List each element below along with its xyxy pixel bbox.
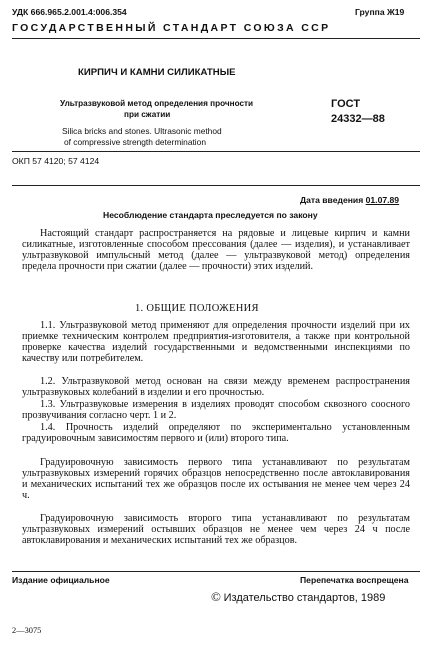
page-code: 2—3075 bbox=[12, 626, 42, 635]
intro-paragraph: Настоящий стандарт распространяется на рядовые и лицевые кирпич и камни силикатные, изготовленные способом прессования (далее — изделия), и устанавливает ультразвуковой импульсный метод (далее — ультразвуковой метод) определения предела прочности при сжатии (далее — прочности) этих изделий. bbox=[22, 228, 410, 272]
reprint-notice: Перепечатка воспрещена bbox=[300, 575, 409, 585]
paragraph-1-1: 1.1. Ультразвуковой метод применяют для определения прочности изделий при их приемке техническим контролем предприятия-изготовителя, а также при контрольной проверке качества изделий государственными и ведомственными инспекциями по качеству или потребителем. bbox=[22, 320, 410, 364]
okp-rule bbox=[12, 185, 420, 186]
udk-code: УДК 666.965.2.001.4:006.354 bbox=[12, 7, 127, 17]
state-standard-heading: ГОСУДАРСТВЕННЫЙ СТАНДАРТ СОЮЗА ССР bbox=[12, 22, 331, 34]
law-note: Несоблюдение стандарта преследуется по закону bbox=[103, 210, 318, 220]
paragraph-type-1: Градуировочную зависимость первого типа устанавливают по результатам ультразвуковых измерений горячих образцов непосредственно после автоклавирования и механических испытаний тех же образцов после их остывания не менее чем через 24 ч. bbox=[22, 457, 410, 501]
effective-date-value: 01.07.89 bbox=[365, 195, 400, 205]
paragraph-1-4: 1.4. Прочность изделий определяют по экспериментально установленным градуировочным зависимостям первого и (или) второго типа. bbox=[22, 422, 410, 444]
effective-date bbox=[300, 195, 399, 205]
english-title-line-1: Silica bricks and stones. Ultrasonic method bbox=[62, 126, 222, 136]
title-rule bbox=[12, 151, 420, 152]
header-rule bbox=[12, 38, 420, 39]
copyright-line bbox=[211, 589, 385, 605]
effective-date-label: Дата введения bbox=[300, 195, 364, 205]
footer-rule bbox=[12, 571, 420, 572]
copyright-icon: © bbox=[211, 589, 221, 604]
okp-codes: ОКП 57 4120; 57 4124 bbox=[12, 156, 100, 166]
document-title: КИРПИЧ И КАМНИ СИЛИКАТНЫЕ bbox=[78, 67, 236, 78]
copyright-text: Издательство стандартов, 1989 bbox=[223, 592, 386, 604]
gost-number: 24332—88 bbox=[331, 113, 385, 125]
subtitle-line-1: Ультразвуковой метод определения прочности bbox=[60, 99, 254, 108]
english-title-line-2: of compressive strength determination bbox=[64, 137, 206, 147]
edition-label: Издание официальное bbox=[12, 575, 110, 585]
subtitle-line-2: при сжатии bbox=[124, 110, 171, 119]
gost-label: ГОСТ bbox=[331, 98, 361, 110]
section-heading: 1. ОБЩИЕ ПОЛОЖЕНИЯ bbox=[135, 303, 259, 314]
paragraph-type-2: Градуировочную зависимость второго типа устанавливают по результатам ультразвуковых измерений остывших образцов не менее чем через 24 ч после автоклавирования и механических испытаний тех же образцов. bbox=[22, 513, 410, 546]
paragraph-1-2: 1.2. Ультразвуковой метод основан на связи между временем распространения ультразвуковых колебаний в изделии и его прочностью. bbox=[22, 376, 410, 398]
paragraph-1-3: 1.3. Ультразвуковые измерения в изделиях проводят способом сквозного соосного прозвучивания согласно черт. 1 и 2. bbox=[22, 399, 410, 421]
group-code: Группа Ж19 bbox=[355, 7, 405, 17]
